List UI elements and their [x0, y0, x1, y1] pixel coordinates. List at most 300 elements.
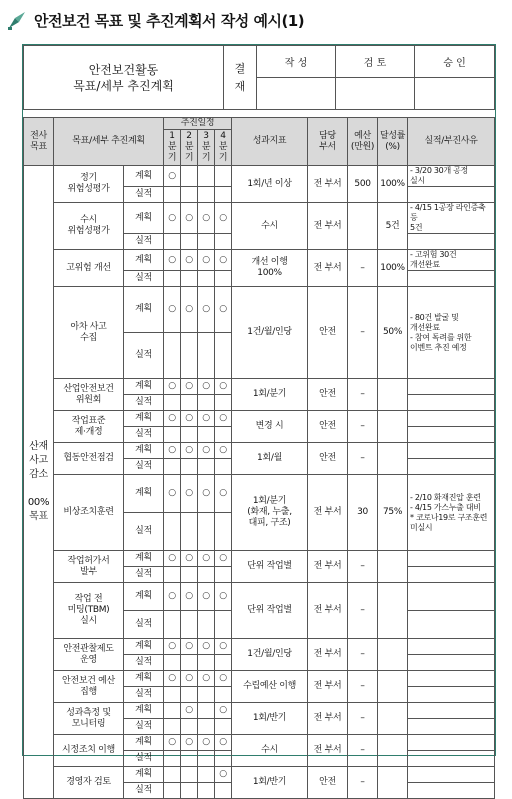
- plan-item-name: [54, 443, 124, 475]
- rate-cell: 100%: [378, 166, 408, 203]
- owner-cell: 전 부서: [308, 639, 348, 671]
- write-signature-box[interactable]: [257, 78, 336, 110]
- quarter-cell[interactable]: [164, 475, 181, 513]
- quarter-cell[interactable]: [181, 250, 198, 271]
- result-note-actual: [408, 783, 495, 799]
- quarter-cell[interactable]: [215, 427, 232, 443]
- table-row: [24, 475, 495, 513]
- quarter-cell[interactable]: [181, 395, 198, 411]
- plan-item-name: [54, 287, 124, 379]
- circle-mark: ○: [219, 445, 227, 455]
- col-category-1: 전사: [30, 130, 47, 141]
- plan-item-name-line: 시정조치 이행: [62, 745, 115, 755]
- q3-num: 3: [203, 131, 209, 141]
- result-note: [408, 703, 495, 719]
- col-budget-2: (만원): [350, 141, 375, 152]
- quarter-cell[interactable]: [164, 443, 181, 459]
- result-note-line: - 4/15 1공장 라인증축 등: [410, 203, 486, 222]
- circle-mark: ○: [168, 304, 176, 314]
- quarter-cell[interactable]: [181, 203, 198, 234]
- quarter-cell[interactable]: [164, 379, 181, 395]
- quarter-cell[interactable]: [198, 639, 215, 655]
- result-note-actual: [408, 427, 495, 443]
- quarter-cell[interactable]: [198, 655, 215, 671]
- quarter-cell[interactable]: [198, 703, 215, 719]
- table-row: [24, 166, 495, 187]
- budget-cell: –: [348, 767, 378, 799]
- indicator-line: 수시: [261, 745, 278, 755]
- document-title: 안전보건 목표 및 추진계획서 작성 예시(1): [34, 11, 305, 30]
- quarter-cell[interactable]: [198, 427, 215, 443]
- quarter-cell[interactable]: [215, 459, 232, 475]
- quarter-cell[interactable]: [198, 250, 215, 271]
- col-q1: [164, 130, 181, 166]
- quarter-cell[interactable]: [198, 333, 215, 379]
- indicator-line: 1회/분기: [252, 496, 287, 506]
- quarter-cell[interactable]: [198, 687, 215, 703]
- quarter-cell[interactable]: [198, 411, 215, 427]
- plan-label: 계획: [124, 411, 164, 427]
- quarter-cell[interactable]: [164, 767, 181, 783]
- result-note-actual: [408, 751, 495, 767]
- quarter-cell[interactable]: [215, 639, 232, 655]
- q2-num: 2: [186, 131, 192, 141]
- quarter-cell[interactable]: [181, 459, 198, 475]
- quarter-cell[interactable]: [198, 395, 215, 411]
- q1-label: 분기: [167, 142, 177, 163]
- quarter-cell[interactable]: [164, 719, 181, 735]
- table-row: [24, 287, 495, 333]
- quarter-cell[interactable]: [181, 427, 198, 443]
- plan-item-name-line: 미팅(TBM): [67, 605, 110, 615]
- form-heading-line2: 목표/세부 추진계획: [73, 78, 174, 93]
- budget-cell: –: [348, 287, 378, 379]
- indicator-line: 100%: [257, 268, 282, 278]
- category-cell: [24, 166, 54, 799]
- quarter-cell[interactable]: [181, 639, 198, 655]
- quarter-cell[interactable]: [164, 395, 181, 411]
- result-note: [408, 411, 495, 427]
- quarter-cell[interactable]: [198, 767, 215, 783]
- rate-cell: [378, 735, 408, 767]
- quarter-cell[interactable]: [198, 443, 215, 459]
- indicator-cell: [232, 583, 308, 639]
- col-plan: 목표/세부 추진계획: [54, 118, 164, 166]
- quarter-cell[interactable]: [164, 703, 181, 719]
- actual-label: 실적: [124, 271, 164, 287]
- col-q2: [181, 130, 198, 166]
- quarter-cell[interactable]: [164, 203, 181, 234]
- owner-cell: 전 부서: [308, 475, 348, 551]
- quarter-cell[interactable]: [198, 751, 215, 767]
- indicator-cell: [232, 379, 308, 411]
- quarter-cell[interactable]: [181, 751, 198, 767]
- plan-item-name: [54, 639, 124, 671]
- quarter-cell[interactable]: [164, 287, 181, 333]
- quarter-cell[interactable]: [164, 166, 181, 187]
- budget-cell: –: [348, 671, 378, 703]
- owner-cell: 안전: [308, 443, 348, 475]
- result-note: [408, 203, 495, 234]
- quarter-cell[interactable]: [181, 287, 198, 333]
- indicator-line: 1회/반기: [252, 777, 287, 787]
- circle-mark: ○: [202, 673, 210, 683]
- circle-mark: ○: [219, 413, 227, 423]
- quarter-cell[interactable]: [215, 411, 232, 427]
- result-note: [408, 287, 495, 379]
- circle-mark: ○: [168, 170, 176, 181]
- rate-cell: [378, 671, 408, 703]
- plan-item-name: [54, 475, 124, 551]
- owner-cell: 전 부서: [308, 583, 348, 639]
- approval-label-1: 결: [234, 61, 246, 75]
- quarter-cell[interactable]: [181, 735, 198, 751]
- plan-item-name: [54, 203, 124, 250]
- actual-label: 실적: [124, 751, 164, 767]
- quarter-cell[interactable]: [215, 767, 232, 783]
- actual-label: 실적: [124, 719, 164, 735]
- result-note-line: 이벤트 추진 예정: [410, 342, 467, 352]
- quarter-cell[interactable]: [181, 611, 198, 639]
- circle-mark: ○: [219, 737, 227, 747]
- quarter-cell[interactable]: [215, 443, 232, 459]
- col-budget-1: 예산: [354, 130, 371, 141]
- plan-label: 계획: [124, 203, 164, 234]
- quarter-cell[interactable]: [181, 411, 198, 427]
- approval-label-2: 재: [234, 79, 246, 93]
- owner-cell: 안전: [308, 411, 348, 443]
- circle-mark: ○: [202, 591, 210, 601]
- circle-mark: ○: [202, 445, 210, 455]
- quarter-cell[interactable]: [181, 655, 198, 671]
- indicator-line: 1건/월/인당: [247, 649, 292, 659]
- plan-item-name-line: 위원회: [75, 394, 102, 405]
- indicator-cell: [232, 250, 308, 287]
- plan-item-name-line: 산업안전보건: [63, 383, 114, 394]
- quarter-cell[interactable]: [198, 719, 215, 735]
- circle-mark: ○: [202, 381, 210, 391]
- document-title-row: [6, 6, 304, 34]
- rate-cell: [378, 639, 408, 671]
- rate-cell: [378, 443, 408, 475]
- circle-mark: ○: [202, 254, 210, 265]
- quarter-cell[interactable]: [181, 379, 198, 395]
- table-row: [24, 551, 495, 567]
- indicator-cell: [232, 671, 308, 703]
- quarter-cell[interactable]: [215, 475, 232, 513]
- quarter-cell[interactable]: [181, 187, 198, 203]
- plan-label: 계획: [124, 735, 164, 751]
- quarter-cell[interactable]: [164, 187, 181, 203]
- quarter-cell[interactable]: [164, 783, 181, 799]
- table-row: [24, 411, 495, 427]
- result-note-line: 개선완료: [410, 322, 440, 332]
- rate-cell: [378, 379, 408, 411]
- q2-label: 분기: [184, 142, 194, 163]
- quarter-cell[interactable]: [215, 166, 232, 187]
- table-row: [24, 379, 495, 395]
- quarter-cell[interactable]: [215, 333, 232, 379]
- budget-cell: 500: [348, 166, 378, 203]
- quarter-cell[interactable]: [215, 583, 232, 611]
- q3-label: 분기: [201, 142, 211, 163]
- result-note-line: 5건: [410, 223, 423, 232]
- result-note-line: * 코로나19로 구조훈련: [410, 512, 488, 522]
- circle-mark: ○: [185, 553, 193, 563]
- rate-cell: [378, 767, 408, 799]
- quarter-cell[interactable]: [215, 203, 232, 234]
- result-note: [408, 443, 495, 459]
- result-note: [408, 583, 495, 611]
- quarter-cell[interactable]: [164, 639, 181, 655]
- quarter-cell[interactable]: [164, 271, 181, 287]
- table-row: [24, 735, 495, 751]
- quarter-cell[interactable]: [198, 583, 215, 611]
- quarter-cell[interactable]: [198, 475, 215, 513]
- quarter-cell[interactable]: [181, 234, 198, 250]
- plan-item-name-line: 성과측정 및: [66, 707, 111, 718]
- quarter-cell[interactable]: [198, 187, 215, 203]
- quarter-cell[interactable]: [215, 250, 232, 271]
- quarter-cell[interactable]: [215, 655, 232, 671]
- q4-num: 4: [220, 131, 226, 141]
- quarter-cell[interactable]: [164, 583, 181, 611]
- quarter-cell[interactable]: [164, 427, 181, 443]
- indicator-line: 1건/월/인당: [247, 327, 292, 337]
- quarter-cell[interactable]: [215, 687, 232, 703]
- approval-label: [224, 46, 257, 110]
- indicator-cell: [232, 735, 308, 767]
- quarter-cell[interactable]: [164, 671, 181, 687]
- quarter-cell[interactable]: [164, 513, 181, 551]
- quarter-cell[interactable]: [198, 567, 215, 583]
- quarter-cell[interactable]: [215, 783, 232, 799]
- quarter-cell[interactable]: [181, 671, 198, 687]
- review-signature-box[interactable]: [336, 78, 415, 110]
- owner-cell: 전 부서: [308, 703, 348, 735]
- actual-label: 실적: [124, 567, 164, 583]
- circle-mark: ○: [168, 591, 176, 601]
- plan-item-name: [54, 735, 124, 767]
- quarter-cell[interactable]: [181, 703, 198, 719]
- quarter-cell[interactable]: [198, 783, 215, 799]
- plan-label: 계획: [124, 639, 164, 655]
- table-row: [24, 250, 495, 271]
- quarter-cell[interactable]: [181, 513, 198, 551]
- result-note: [408, 166, 495, 187]
- indicator-line: 개선 이행: [251, 257, 288, 267]
- quarter-cell[interactable]: [181, 719, 198, 735]
- actual-label: 실적: [124, 333, 164, 379]
- table-row: [24, 639, 495, 655]
- actual-label: 실적: [124, 427, 164, 443]
- quarter-cell[interactable]: [198, 234, 215, 250]
- actual-label: 실적: [124, 234, 164, 250]
- quarter-cell[interactable]: [164, 333, 181, 379]
- indicator-cell: [232, 443, 308, 475]
- quarter-cell[interactable]: [198, 271, 215, 287]
- result-note-actual: [408, 395, 495, 411]
- form-heading: [24, 46, 224, 110]
- quarter-cell[interactable]: [215, 567, 232, 583]
- quarter-cell[interactable]: [164, 751, 181, 767]
- indicator-cell: [232, 411, 308, 443]
- plan-item-name: [54, 551, 124, 583]
- actual-label: 실적: [124, 783, 164, 799]
- quarter-cell[interactable]: [215, 735, 232, 751]
- col-budget: [348, 118, 378, 166]
- budget-cell: –: [348, 735, 378, 767]
- quarter-cell[interactable]: [198, 551, 215, 567]
- table-row: [24, 583, 495, 611]
- category-line: 산재: [29, 441, 48, 452]
- plan-label: 계획: [124, 767, 164, 783]
- quarter-cell[interactable]: [164, 234, 181, 250]
- plan-item-name-line: 집행: [80, 686, 97, 697]
- quarter-cell[interactable]: [215, 611, 232, 639]
- quarter-cell[interactable]: [215, 551, 232, 567]
- plan-item-name: [54, 767, 124, 799]
- quarter-cell[interactable]: [198, 203, 215, 234]
- circle-mark: ○: [168, 553, 176, 563]
- quarter-cell[interactable]: [164, 459, 181, 475]
- circle-mark: ○: [202, 304, 210, 314]
- quarter-cell[interactable]: [181, 551, 198, 567]
- circle-mark: ○: [168, 381, 176, 391]
- result-note: [408, 767, 495, 783]
- quarter-cell[interactable]: [215, 271, 232, 287]
- col-category-2: 목표: [30, 141, 47, 152]
- quarter-cell[interactable]: [164, 735, 181, 751]
- quarter-cell[interactable]: [215, 513, 232, 551]
- quarter-cell[interactable]: [198, 166, 215, 187]
- result-note: [408, 735, 495, 751]
- circle-mark: ○: [185, 591, 193, 601]
- quarter-cell[interactable]: [181, 783, 198, 799]
- quarter-cell[interactable]: [164, 551, 181, 567]
- quarter-cell[interactable]: [215, 287, 232, 333]
- quarter-cell[interactable]: [181, 166, 198, 187]
- arrow-pen-icon: [6, 9, 28, 31]
- circle-mark: ○: [219, 673, 227, 683]
- circle-mark: ○: [185, 445, 193, 455]
- table-row: [24, 671, 495, 687]
- plan-item-name-line: 작업허가서: [67, 555, 110, 566]
- circle-mark: ○: [185, 212, 193, 223]
- plan-item-name-line: 협동안전점검: [63, 453, 114, 463]
- result-note-actual: [408, 687, 495, 703]
- indicator-cell: [232, 166, 308, 203]
- rate-cell: 5건: [378, 203, 408, 250]
- quarter-cell[interactable]: [198, 671, 215, 687]
- col-achievement: [378, 118, 408, 166]
- quarter-cell[interactable]: [198, 611, 215, 639]
- quarter-cell[interactable]: [198, 287, 215, 333]
- indicator-cell: [232, 475, 308, 551]
- owner-cell: 전 부서: [308, 166, 348, 203]
- col-achievement-2: (%): [385, 141, 400, 152]
- circle-mark: ○: [219, 705, 227, 715]
- quarter-cell[interactable]: [215, 751, 232, 767]
- quarter-cell[interactable]: [181, 443, 198, 459]
- indicator-line: 수립예산 이행: [243, 681, 296, 691]
- quarter-cell[interactable]: [164, 250, 181, 271]
- plan-label: 계획: [124, 443, 164, 459]
- approve-signature-box[interactable]: [415, 78, 495, 110]
- result-note-actual: [408, 567, 495, 583]
- quarter-cell[interactable]: [215, 234, 232, 250]
- table-row: [24, 703, 495, 719]
- plan-item-name-line: 안전보건 예산: [62, 675, 115, 686]
- quarter-cell[interactable]: [198, 513, 215, 551]
- rate-cell: 75%: [378, 475, 408, 551]
- quarter-cell[interactable]: [181, 767, 198, 783]
- quarter-cell[interactable]: [181, 687, 198, 703]
- quarter-cell[interactable]: [164, 655, 181, 671]
- table-row: [24, 767, 495, 783]
- plan-item-name-line: 작업표준: [71, 415, 106, 426]
- quarter-cell[interactable]: [181, 333, 198, 379]
- quarter-cell[interactable]: [215, 395, 232, 411]
- indicator-line: (화재, 누출,: [247, 507, 292, 517]
- circle-mark: ○: [202, 641, 210, 651]
- quarter-cell[interactable]: [215, 187, 232, 203]
- plan-item-name-line: 정기: [80, 173, 97, 183]
- circle-mark: ○: [168, 254, 176, 265]
- quarter-cell[interactable]: [215, 379, 232, 395]
- plan-item-name-line: 위험성평가: [67, 226, 110, 236]
- quarter-cell[interactable]: [198, 459, 215, 475]
- plan-item-name: [54, 411, 124, 443]
- circle-mark: ○: [219, 591, 227, 601]
- circle-mark: ○: [185, 737, 193, 747]
- plan-label: 계획: [124, 671, 164, 687]
- result-note-line: - 참여 독려를 위한: [410, 332, 472, 342]
- plan-item-name: [54, 250, 124, 287]
- quarter-cell[interactable]: [181, 583, 198, 611]
- circle-mark: ○: [185, 673, 193, 683]
- budget-cell: –: [348, 443, 378, 475]
- indicator-line: 대피, 구조): [248, 518, 291, 528]
- quarter-cell[interactable]: [181, 475, 198, 513]
- col-result: 실적/부진사유: [408, 118, 495, 166]
- quarter-cell[interactable]: [164, 611, 181, 639]
- quarter-cell[interactable]: [164, 687, 181, 703]
- category-line: 사고: [29, 455, 48, 466]
- actual-label: 실적: [124, 187, 164, 203]
- circle-mark: ○: [202, 737, 210, 747]
- plan-label: 계획: [124, 703, 164, 719]
- quarter-cell[interactable]: [215, 671, 232, 687]
- quarter-cell[interactable]: [215, 719, 232, 735]
- budget-cell: –: [348, 379, 378, 411]
- quarter-cell[interactable]: [164, 567, 181, 583]
- quarter-cell[interactable]: [198, 735, 215, 751]
- quarter-cell[interactable]: [181, 271, 198, 287]
- circle-mark: ○: [185, 641, 193, 651]
- result-note-actual: [408, 611, 495, 639]
- plan-item-name: [54, 703, 124, 735]
- quarter-cell[interactable]: [181, 567, 198, 583]
- quarter-cell[interactable]: [164, 411, 181, 427]
- quarter-cell[interactable]: [215, 703, 232, 719]
- circle-mark: ○: [185, 413, 193, 423]
- indicator-cell: [232, 551, 308, 583]
- rate-cell: [378, 703, 408, 735]
- owner-cell: 안전: [308, 767, 348, 799]
- approve-column: 승 인: [415, 46, 495, 78]
- quarter-cell[interactable]: [198, 379, 215, 395]
